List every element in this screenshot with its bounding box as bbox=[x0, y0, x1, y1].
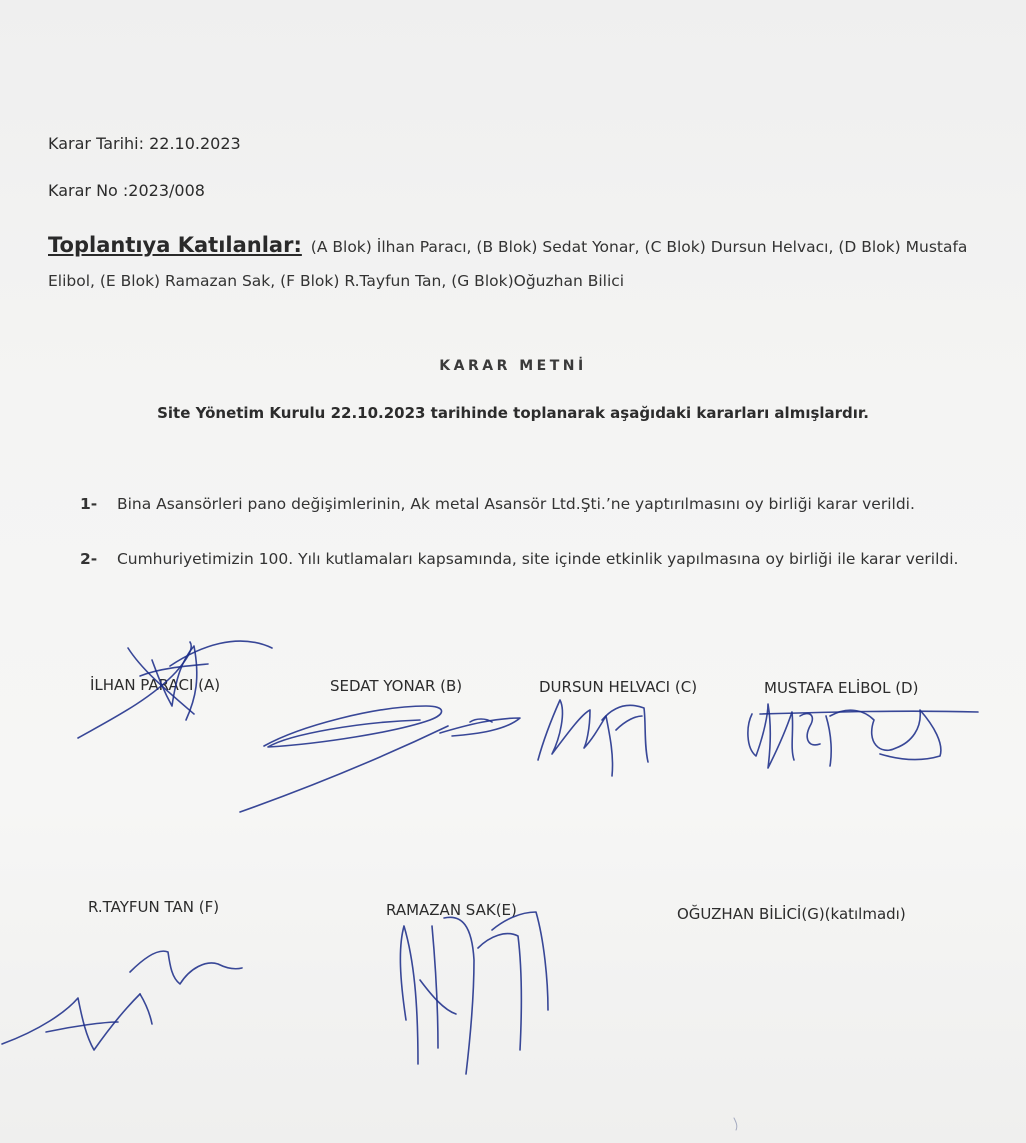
signatory-name: OĞUZHAN BİLİCİ(G)(katılmadı) bbox=[677, 905, 906, 923]
decision-date: Karar Tarihi: 22.10.2023 bbox=[48, 134, 241, 153]
signatory-name: SEDAT YONAR (B) bbox=[330, 677, 463, 695]
signatory-name: MUSTAFA ELİBOL (D) bbox=[764, 679, 919, 697]
intro-sentence: Site Yönetim Kurulu 22.10.2023 tarihinde toplanarak aşağıdaki kararları almışlardır. bbox=[157, 404, 869, 422]
signatory-name: RAMAZAN SAK(E) bbox=[386, 901, 517, 919]
item-number: 1- bbox=[80, 495, 98, 513]
attendees-heading: Toplantıya Katılanlar: bbox=[48, 233, 302, 257]
signature-dursun-helvaci bbox=[538, 700, 648, 776]
attendees-line-2: Elibol, (E Blok) Ramazan Sak, (F Blok) R.Tayfun Tan, (G Blok)Oğuzhan Bilici bbox=[48, 272, 625, 290]
signatory-name: R.TAYFUN TAN (F) bbox=[88, 898, 220, 916]
decision-item bbox=[80, 495, 915, 513]
signatory-name: DURSUN HELVACI (C) bbox=[539, 678, 698, 696]
decision-item bbox=[80, 550, 958, 568]
item-number: 2- bbox=[80, 550, 98, 568]
decision-number: Karar No :2023/008 bbox=[48, 181, 205, 200]
item-text: Cumhuriyetimizin 100. Yılı kutlamaları kapsamında, site içinde etkinlik yapılmasına oy birliği ile karar verildi. bbox=[116, 550, 959, 568]
signature-mustafa-elibol bbox=[748, 704, 978, 768]
ink-dot bbox=[734, 1118, 737, 1130]
signature-ramazan-sak bbox=[400, 912, 548, 1074]
signature-sedat-yonar bbox=[240, 706, 520, 812]
document-title: KARAR METNİ bbox=[439, 358, 587, 374]
signatory-name: İLHAN PARACI (A) bbox=[90, 676, 221, 694]
item-text: Bina Asansörleri pano değişimlerinin, Ak metal Asansör Ltd.Şti.’ne yaptırılmasını oy birliği karar verildi. bbox=[116, 495, 915, 513]
attendees-line-1: (A Blok) İlhan Paracı, (B Blok) Sedat Yonar, (C Blok) Dursun Helvacı, (D Blok) Mustafa bbox=[310, 238, 968, 256]
attendees-paragraph bbox=[48, 228, 988, 298]
signature-r-tayfun-tan bbox=[2, 951, 242, 1050]
